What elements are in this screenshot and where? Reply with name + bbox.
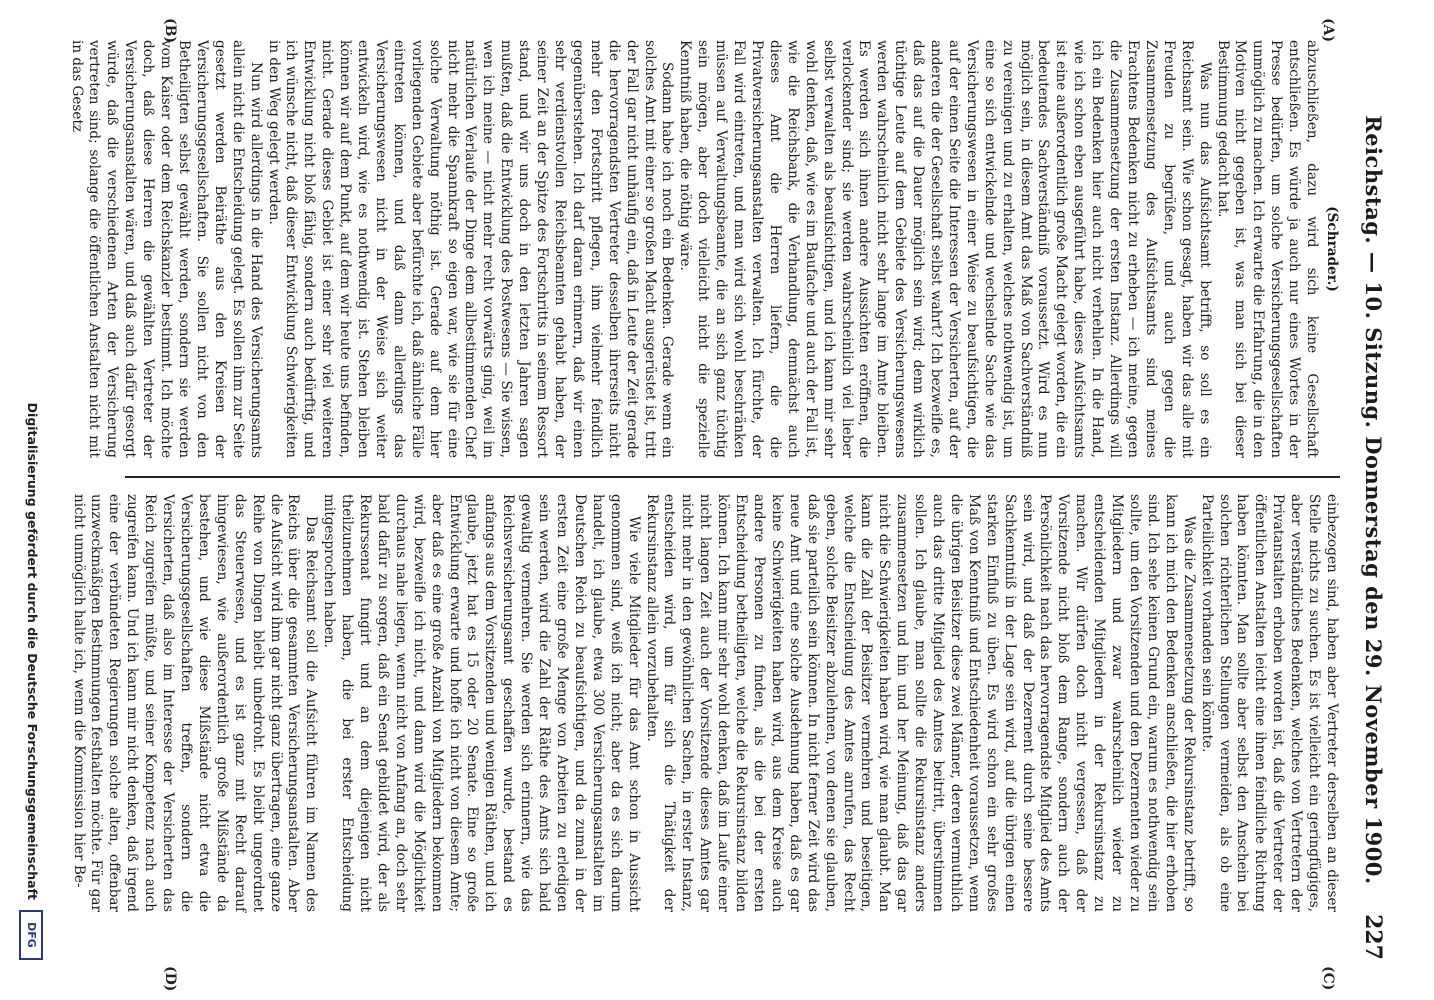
paragraph: Was die Zusammensetzung der Rekursinstanz betrifft, so kann ich mich den Bedenken anschließen, die hier erhoben sind. Ich sehe keinen Grund ein, warum es nothwendig sein sollte, um den Vorsitzenden und den Dezernenten wieder zu Mitgliedern und zwar wahrscheinlich wieder zu entscheidenden Mitgliedern in der Rekursinstanz zu machen. Wir dürfen doch nicht vergessen, daß der Vorsitzende nicht bloß dem Range, sondern auch der Persönlichkeit nach das hervorragendste Mitglied des Amts sein wird, und daß der Dezernent durch seine bessere Sachkenntniß in der Lage sein wird, auf die übrigen einen starken Einfluß zu üben. Es wird schon ein sehr großes Maß von Kenntniß und Entschiedenheit voraussetzen, wenn die übrigen Beisitzer diese zwei Männer, deren vermuthlich auch das dritte Mitglied des Amtes beitritt, überstimmen sollen. Ich glaube, man sollte die Rekursinstanz anders zusammensetzen und hin und her Meinung, daß das gar nicht die Schwierigkeiten haben wird, wie man glaubt. Man kann die Zahl der Beisitzer vermehren und beseitigen, welche die Entscheidung des Amtes anrufen, das Recht geben, solche Beisitzer abzulehnen, von denen sie glauben, daß sie parteilich sein können. In nicht ferner Zeit wird das neue Amt und eine solche Ausdehnung haben, daß es gar keine Schwierigkeiten haben wird, aus dem Kreise auch andere Personen zu finden, als die bei der ersten Entscheidung betheiligten, welche die Rekursinstanz bilden können. Ich kann mir sehr wohl denken, daß im Laufe einer nicht langen Zeit auch der Vorsitzende dieses Amtes gar nicht mehr in den gewöhnlichen Sachen, in erster Instanz, entscheiden wird, um für sich die Thätigkeit der Rekursinstanz allein vorzubehalten. bbox=[643, 494, 1197, 912]
paragraph: Nun wird allerdings in die Hand des Versicherungsamts allein nicht die Entscheidung gelegt. Es sollen ihm zur Seite gesetzt werden Beiräthe aus den Kreisen der Versicherungsgesellschaften. Sie sollen nicht von den Betheiligten selbst gewählt werden, sondern sie werden vom Kaiser oder dem Reichskanzler bestimmt. Ich möchte doch, daß diese Herren die gewählten Vertreter der Versicherungsanstalten wären, und daß auch dafür gesorgt würde, daß die verschiedenen Arten der Versicherung vertreten sind; solange die öffentlichen Anstalten nicht mit in das Gesetz bbox=[68, 40, 264, 458]
page-number: 227 bbox=[1360, 914, 1386, 960]
paragraph: Sodann habe ich noch ein Bedenken. Gerade wenn ein solches Amt mit einer so großen Macht ausgerüstet ist, tritt der Fall gar nicht unhäufig ein, daß in Leute der Zeit gerade die hervorragendsten Vertreter desselben ihrerseits nicht mehr den Fortschritt pflegen, ihm vielmehr feindlich gegenüberstehen. Ich darf daran erinnern, daß wir einen sehr verdienstvollen Reichsbeamten gehabt haben, der seiner Zeit an der Spitze des Fortschritts in seinem Ressort stand, und wir uns doch in den letzten Jahren sagen mußten, daß die Entwicklung des Postwesens — Sie wissen, wen ich meine — nicht mehr recht vorwärts ging, weil im natürlichen Verlaufe der Dinge dem allbestimmenden Chef nicht mehr die Spannkraft so eigen war, wie sie für eine solche Verwaltung nöthig ist. Gerade auf dem hier vorliegenden Gebiete aber befürchte ich, daß ähnliche Fälle eintreten können, und daß dann allerdings das Versicherungswesen nicht in der Weise sich weiter entwickeln wird, wie es nothwendig ist. Stehen bleiben können wir auf dem Punkt, auf dem wir heute uns befinden, nicht. Gerade dieses Gebiet ist einer sehr viel weiteren Entwicklung nicht bloß fähig, sondern auch bedürftig, und ich wünsche nicht, daß dieser Entwicklung Schwierigkeiten in den Weg gelegt werden. bbox=[265, 40, 676, 458]
paragraph: einbezogen sind, haben aber Vertreter derselben an dieser Stelle nichts zu suchen. Es ist vielleicht ein geringfügiges, aber verständliches Bedenken, welches von Vertretern der Privatanstalten erhoben worden ist, daß die Vertreter der öffentlichen Anstalten leicht eine ihnen feindliche Richtung haben könnten. Man sollte aber selbst den Anschein bei solchen richterlichen Stellungen vermeiden, als ob eine Parteilichkeit vorhanden sein könnte. bbox=[1198, 494, 1340, 912]
margin-marker-b: (B) bbox=[162, 18, 178, 44]
paragraph: Wie viele Mitglieder für das Amt schon in Aussicht genommen sind, weiß ich nicht; aber da es sich darum handelt, ich glaube, etwa 300 Versicherungsanstalten im Deutschen Reich zu beaufsichtigen, und da zumal in der ersten Zeit eine große Menge von Arbeiten zu erledigen sein werden, wird die Zahl der Räthe des Amts sich bald gewaltig vermehren. Sie werden sich erinnern, wie das Reichsversicherungsamt geschaffen wurde, bestand es anfangs aus dem Vorsitzenden und wenigen Räthen, und ich glaube, jetzt hat es 15 oder 20 Senate. Eine so große Entwicklung erwarte und hoffe ich nicht von diesem Amte; aber daß es eine große Anzahl von Mitgliedern bekommen wird, bezweifle ich nicht, und dann wird die Möglichkeit durchaus nahe liegen, wenn nicht von Anfang an, doch sehr bald dafür zu sorgen, daß ein Senat gebildet wird, der als Rekurssenat fungirt und an dem diejenigen nicht theilzunehmen haben, die bei erster Entscheidung mitgesprochen haben. bbox=[321, 494, 642, 912]
page-footer bbox=[0, 40, 110, 960]
left-text-column bbox=[68, 40, 1340, 458]
paragraph: Das Reichsamt soll die Aufsicht führen im Namen des Reichs über die gesammten Versicherungsanstalten. Aber die Aufsicht wird ihm gar nicht ganz übertragen, eine ganze Reihe von Dingen bleibt unbedroht. Es bleibt ungeordnet das Steuerwesen, und es ist ganz mit Recht darauf hingewiesen, wie außerordentlich große Mißstände da bestehen, und wie diese Mißstände nicht etwa die Versicherungsgesellschaften treffen, sondern die Versicherten, daß also im Interesse der Versicherten das Reich zugreifen müßte, und seiner Kompetenz nach auch zugreifen kann. Und ich kann mir nicht denken, daß irgend eine der verbündeten Regierungen solche alten, offenbar unzweckmäßigen Bestimmungen festhalten möchte. Für gar nicht unmöglich halte ich, wenn die Kommission hier Be- bbox=[70, 494, 320, 912]
digitization-credit: Digitalisierung gefördert durch die Deutsche Forschungsgemeinschaft bbox=[25, 402, 40, 900]
running-title: Reichstag. — 10. Sitzung. Donnerstag den 29. November 1900. bbox=[1361, 115, 1386, 885]
column-divider bbox=[125, 476, 1340, 478]
speaker-name: (Schrader.) bbox=[1324, 206, 1340, 292]
margin-marker-a: (A) bbox=[1320, 18, 1336, 43]
margin-marker-c: (C) bbox=[1320, 966, 1336, 991]
dfg-logo bbox=[19, 910, 43, 960]
paragraph: abzuschließen, dazu wird sich keine Gesellschaft entschließen. Es würde ja auch nur eines Wortes in der Presse bedürfen, um solche Versicherungsgesellschaften unmöglich zu machen. Ich erwarte die Erfahrung, die in den Motiven nicht gegeben ist, was man sich bei dieser Bestimmung gedacht hat. bbox=[1214, 40, 1321, 458]
right-text-column bbox=[70, 494, 1340, 912]
page-header bbox=[1346, 40, 1394, 960]
paragraph: Was nun das Aufsichtsamt betrifft, so soll es ein Reichsamt sein. Wie schon gesagt, haben wir das alle mit Freuden zu begrüßen, und auch gegen die Zusammensetzung des Aufsichtsamts sind meines Erachtens Bedenken nicht zu erheben — ich meine, gegen die Zusammensetzung der ersten Instanz. Allerdings will ich ein Bedenken hier auch nicht verhehlen. In die Hand, wie ich schon eben ausgeführt habe, dieses Aufsichtsamts ist eine außerordentlich große Macht gelegt worden, die ein bedeutendes Sachverständniß voraussetzt. Wird es nun möglich sein, in diesem Amt das Maß von Sachverständniß zu vereinigen und zu erhalten, welches nothwendig ist, um eine so sich entwickelnde und wechselnde Sache wie das Versicherungswesen in einer Weise zu beaufsichtigen, die auf der einen Seite die Interessen der Versicherten, auf der anderen die der Gesellschaft selbst wahrt? Ich bezweifle es, daß das auf die Dauer möglich sein wird; denn wirklich tüchtige Leute auf dem Gebiete des Versicherungswesens werden wahrscheinlich nicht sehr lange im Amte bleiben. Es werden sich ihnen andere Aussichten eröffnen, die verlockender sind; sie werden wahrscheinlich viel lieber selbst verwalten als beaufsichtigen, und ich kann mir sehr wohl denken, daß, wie es im Baufache und auch der Fall ist, wie die Reichsbank, die Verhandlung, demnächst auch dieses Amt die Herren liefern, die die Privatversicherungsanstalten verwalten. Ich fürchte, der Fall wird eintreten, und man wird sich wohl beschränken müssen auf Verwaltungsbeamte, die an sich ganz tüchtig sein mögen, aber doch vielleicht nicht die spezielle Kenntniß haben, die nöthig wäre. bbox=[677, 40, 1213, 458]
margin-marker-d: (D) bbox=[162, 966, 178, 992]
dfg-logo-text: DFG bbox=[25, 922, 38, 948]
